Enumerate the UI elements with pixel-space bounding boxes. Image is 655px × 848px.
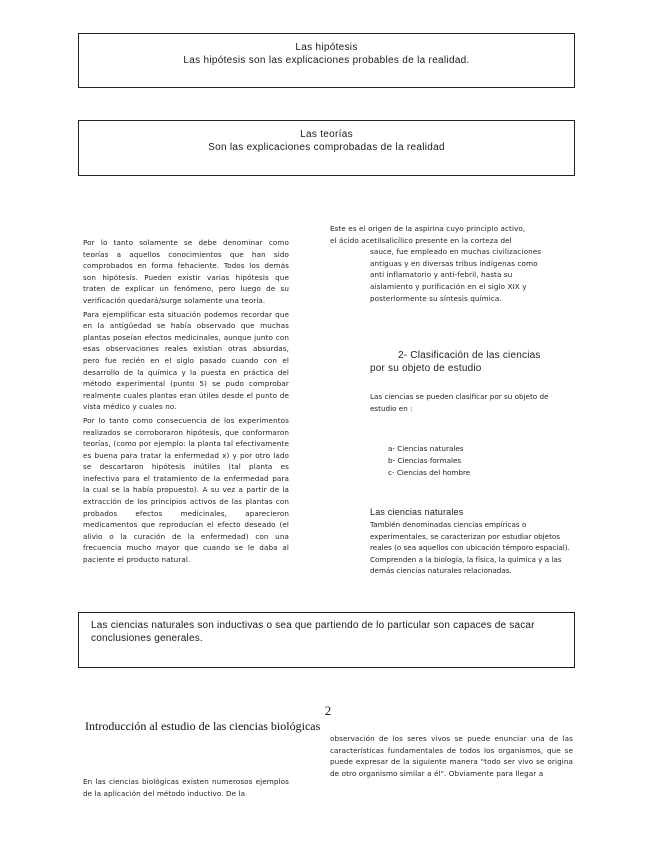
left-paragraph-3: Por lo tanto como consecuencia de los experimentos realizados se corroboraron hipótesis, que conformaron teorías, (como por ejemplo: la planta tal efectivamente es buena para tratar la enfermedad x) y por otro lado se descartaron hipótesis inútiles (tal planta es inefectiva para el tratamiento de la enfermedad para la cual se la había propuesto). A su vez a partir de la extracción de los principios activos de las plantas con probados efectos medicinales, aparecieron medicamentos que reproducían el efecto deseado (el alivio o la curación de la enfermedad) con una frecuencia mucho mayor que cuando se le daba al paciente el producto natural. (83, 415, 289, 565)
section-2-heading (370, 349, 570, 375)
hipotesis-box (78, 33, 575, 88)
teorias-box (78, 120, 575, 176)
list-item: b- Ciencias formales (388, 456, 462, 465)
intro-title: Introducción al estudio de las ciencias biológicas (85, 719, 321, 733)
right-top-column (330, 223, 552, 304)
natural-sciences-heading: Las ciencias naturales (370, 507, 464, 517)
inductivas-box (78, 612, 575, 668)
teorias-text: Son las explicaciones comprobadas de la realidad (208, 142, 445, 153)
teorias-title: Las teorías (300, 129, 353, 140)
natural-sciences-paragraph-1: También denominadas ciencias empíricas o experimentales, se caracterizan por estudiar objetos reales (o sea aquellos con ubicación témporo espacial). (370, 520, 570, 552)
left-paragraph-2: Para ejemplificar esta situación podemos recordar que en la antigüedad se había observado que muchas plantas poseían efectos medicinales, aunque junto con esas observaciones reales existían otras absurdas, pero fue recién en el siglo pasado cuando con el desarrollo de la química y la puesta en práctica del método experimental (punto 5) se pudo comprobar realmente cuales plantas eran útiles desde el punto de vista médico y cuales no. (83, 309, 289, 412)
bottom-right-column (330, 733, 573, 781)
section-2-intro: Las ciencias se pueden clasificar por su objeto de estudio en : (370, 392, 549, 413)
sciences-list (388, 443, 548, 479)
natural-sciences-paragraph-2: Comprenden a la biología, la física, la química y a las demás ciencias naturales relacionadas. (370, 554, 562, 575)
right-top-line-2: el ácido acetilsalicílico presente en la corteza del (330, 235, 512, 245)
natural-sciences-body (370, 519, 576, 577)
list-item: a- Ciencias naturales (388, 444, 464, 453)
right-top-line-1: Este es el origen de la aspirina cuyo principio activo, (330, 224, 526, 233)
list-item: c- Ciencias del hombre (388, 468, 471, 477)
left-column (83, 237, 289, 568)
bottom-left-column (83, 776, 289, 801)
hipotesis-title: Las hipótesis (295, 42, 358, 53)
bottom-left-paragraph: En las ciencias biológicas existen numerosos ejemplos de la aplicación del método inductivo. De la (83, 777, 289, 798)
section-2-heading-line-1: 2- Clasificación de las ciencias (398, 350, 541, 361)
left-paragraph-1: Por lo tanto solamente se debe denominar como teorías a aquellos conocimientos que han sido comprobados en forma fehaciente. Todos los demás son hipótesis. Pueden existir varias hipótesis que traten de explicar un fenómeno, pero luego de su verificación quedará/surge solamente una teoría. (83, 238, 289, 305)
bottom-right-paragraph: observación de los seres vivos se puede enunciar una de las características fundamentales de todos los organismos, que se puede expresar de la siguiente manera "todo ser vivo se origina de otro organismo similar a él". Obviamente para llegar a (330, 734, 573, 778)
inductivas-text: Las ciencias naturales son inductivas o sea que partiendo de lo particular son capaces de sacar conclusiones generales. (91, 620, 535, 644)
hipotesis-text: Las hipótesis son las explicaciones probables de la realidad. (183, 55, 470, 66)
section-2-heading-line-2: por su objeto de estudio (370, 363, 482, 374)
right-top-indented: sauce, fue empleado en muchas civilizaciones antiguas y en diversas tribus indígenas como anti inflamatorio y anti-febril, hasta su aislamiento y purificación en el siglo XIX y posteriormente su síntesis química. (370, 247, 542, 303)
page-number: 2 (324, 703, 332, 718)
